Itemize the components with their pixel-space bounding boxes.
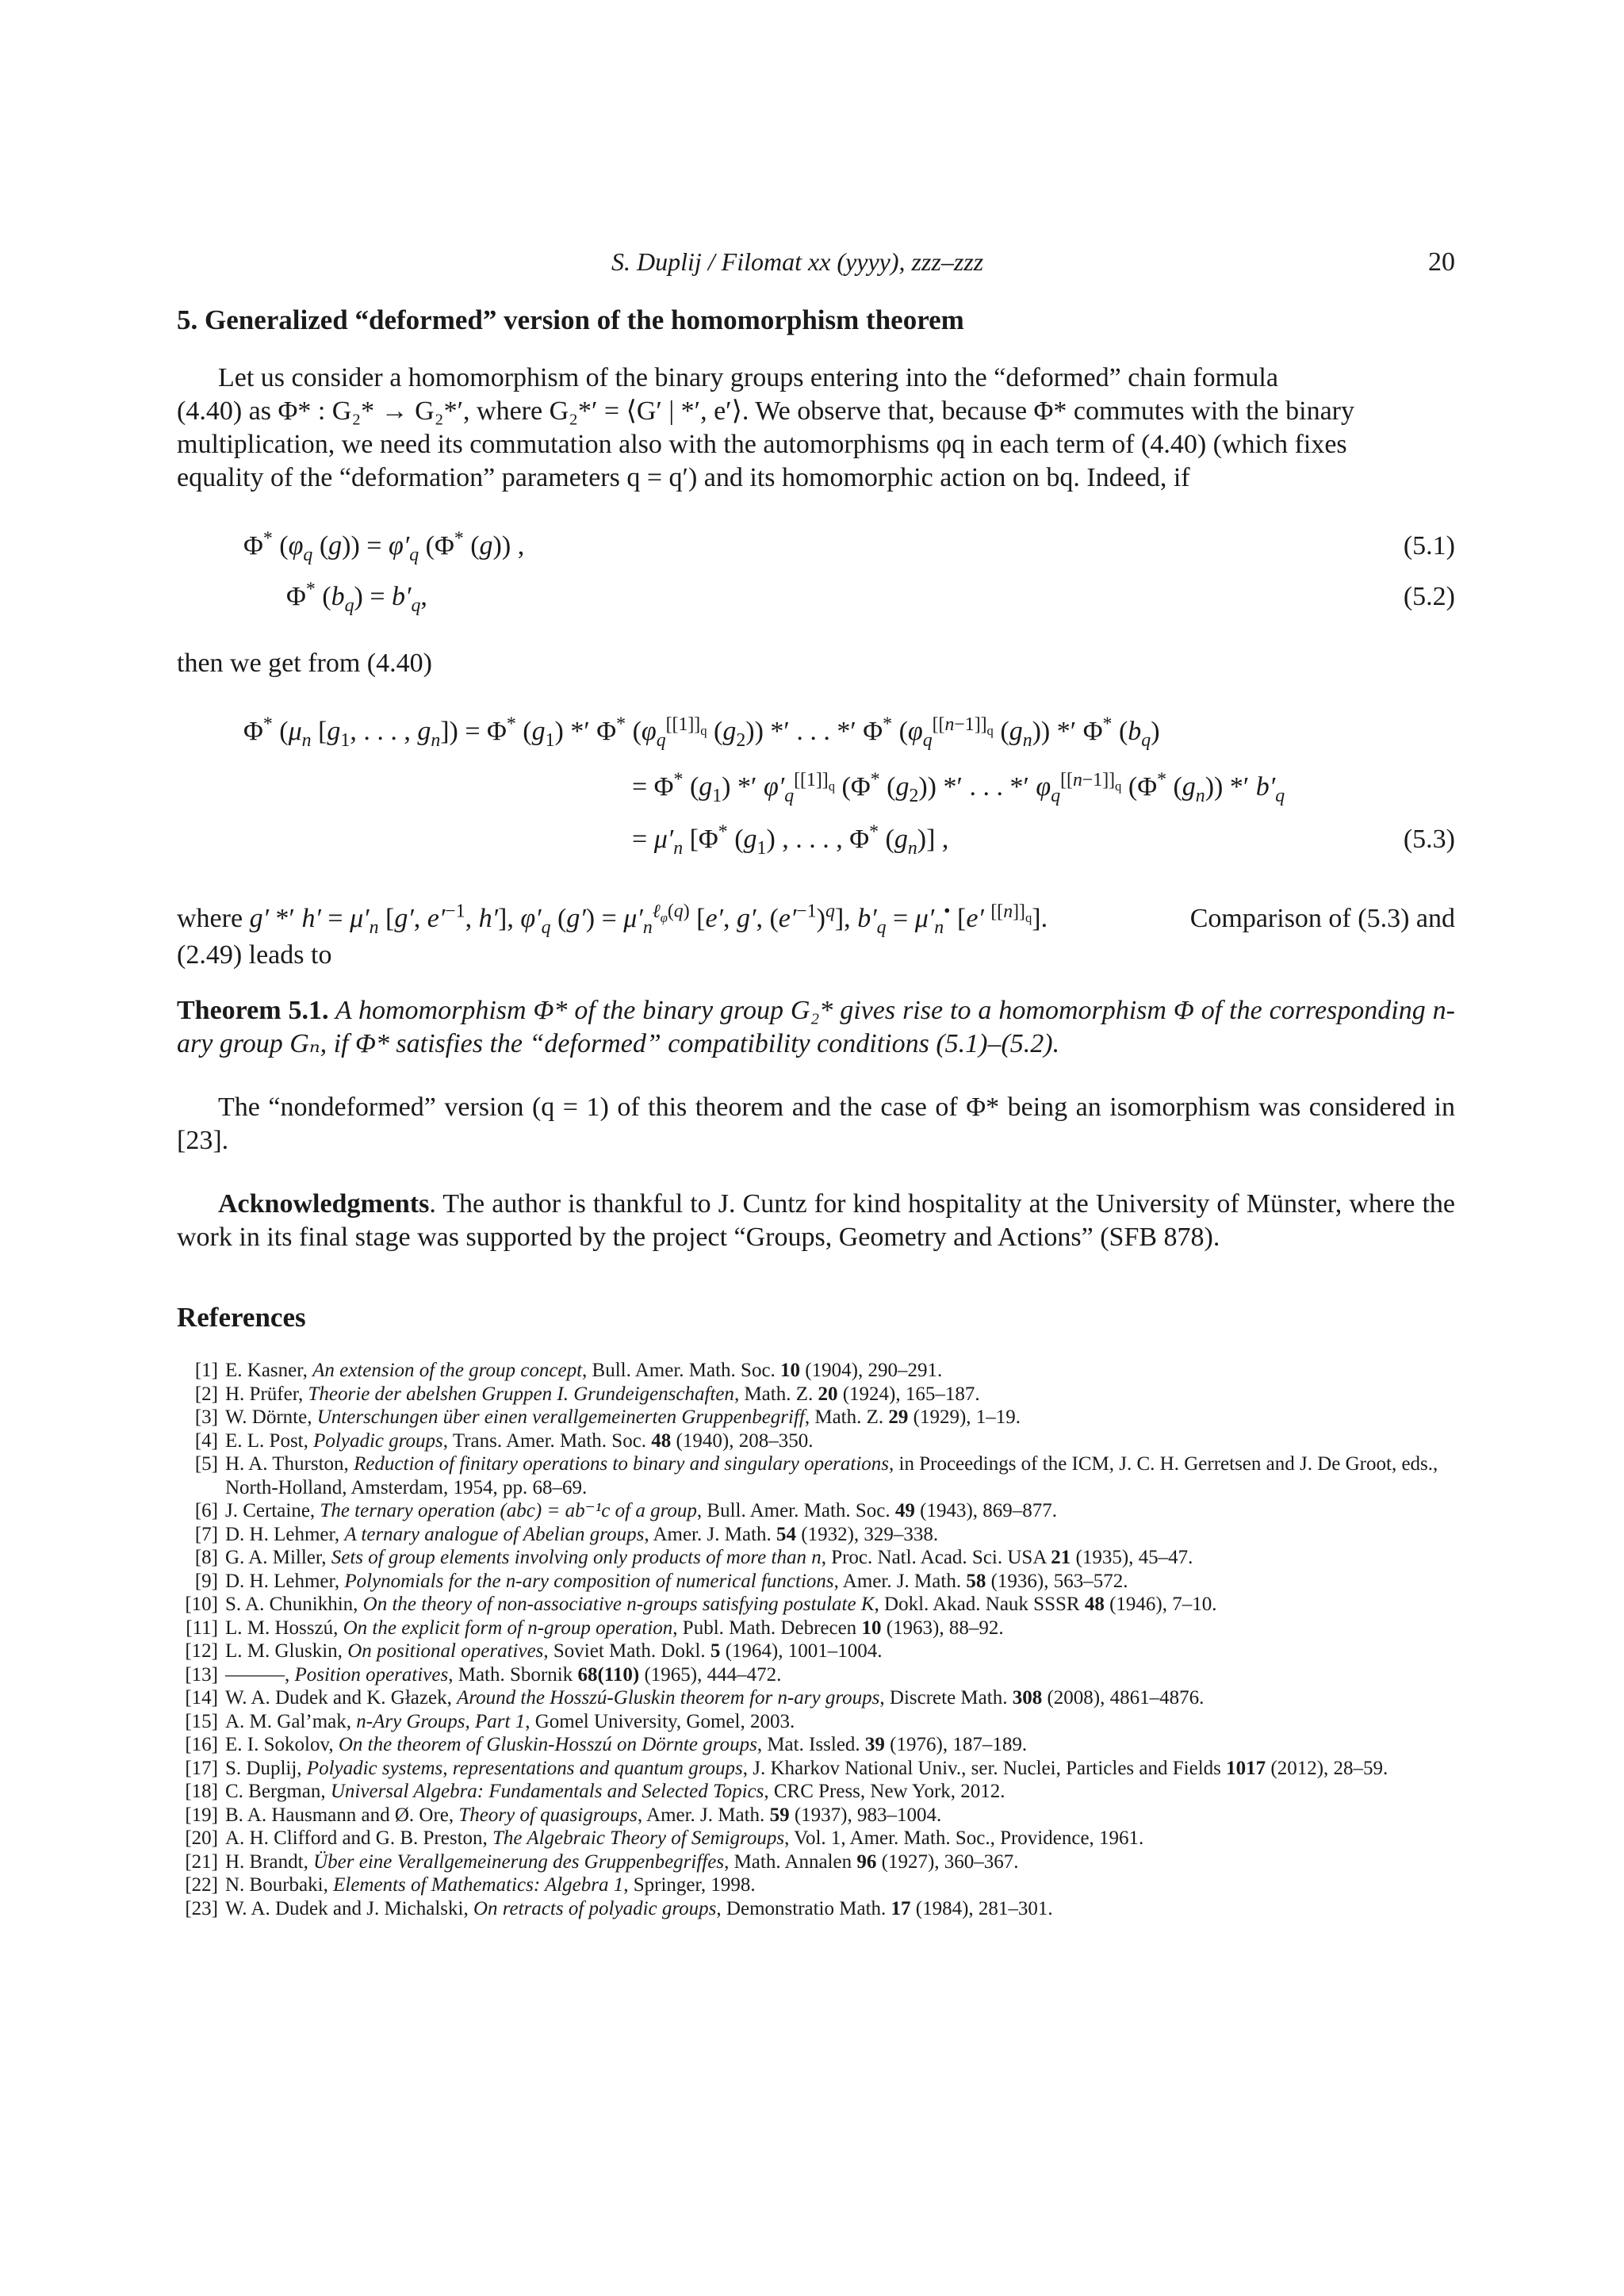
reference-volume: 20: [818, 1383, 838, 1405]
reference-venue: , J. Kharkov National Univ., ser. Nuclei, Particles and Fields: [742, 1757, 1227, 1779]
acknowledgments-label: Acknowledgments: [218, 1189, 430, 1219]
reference-number: [14]: [185, 1687, 218, 1709]
reference-title: Unterschungen über einen verallgemeinerten Gruppenbegriff: [316, 1406, 805, 1428]
reference-venue: , Dokl. Akad. Nauk SSSR: [874, 1594, 1085, 1615]
reference-title: Polynomials for the n-ary composition of numerical functions: [344, 1570, 834, 1592]
reference-volume: 10: [780, 1360, 801, 1381]
equation-5-3-line-2: = Φ* $(g_1)$ *′ $\varphi'_q^{[[1]]_q}$ (Φ* $(g_2)$) *′ . . . *′ $\varphi_q^{[[n-1]]_q}$ (Φ* $(g_n)$) *′ $b'_q$: [632, 769, 1285, 806]
equation-5-2: [177, 579, 1455, 622]
reference-item: [177, 1733, 1455, 1757]
reference-title: A ternary analogue of Abelian groups: [344, 1523, 645, 1545]
reference-venue: , Math. Sbornik: [448, 1663, 578, 1686]
reference-authors: W. A. Dudek and K. Głazek,: [225, 1687, 458, 1709]
reference-pages: (1936), 563–572.: [986, 1570, 1128, 1592]
reference-authors: N. Bourbaki,: [225, 1874, 334, 1896]
reference-pages: (1963), 88–92.: [881, 1617, 1004, 1639]
reference-venue: , Amer. J. Math.: [637, 1804, 770, 1826]
reference-pages: (1946), 7–10.: [1104, 1594, 1217, 1615]
reference-volume: 10: [861, 1617, 882, 1639]
reference-pages: (1937), 983–1004.: [789, 1804, 942, 1826]
reference-authors: L. M. Hosszú,: [225, 1617, 343, 1639]
reference-number: [9]: [194, 1570, 218, 1592]
reference-item: [177, 1570, 1455, 1594]
reference-title: Polyadic systems, representations and quantum groups: [306, 1757, 743, 1779]
theorem-body: A homomorphism Φ* of the binary group G₂* gives rise to a homomorphism Φ of the corresponding n-ary group Gₙ, if Φ* satisfies the “deformed” compatibility conditions (5.1)–(5.2).: [177, 996, 1456, 1058]
running-title: S. Duplij / Filomat xx (yyyy), zzz–zzz: [611, 247, 984, 276]
reference-volume: 39: [864, 1734, 885, 1755]
equation-number: (5.1): [1403, 531, 1455, 561]
reference-item: [177, 1663, 1455, 1687]
reference-authors: J. Certaine,: [225, 1500, 320, 1521]
reference-title: On retracts of polyadic groups: [473, 1897, 717, 1919]
reference-authors: E. L. Post,: [225, 1429, 314, 1452]
reference-item: [177, 1804, 1455, 1827]
then-text: then we get from (4.40): [177, 649, 432, 678]
reference-item: [177, 1359, 1455, 1383]
reference-title: Theory of quasigroups: [458, 1804, 638, 1826]
reference-volume: 48: [651, 1429, 672, 1452]
intro-line-1: Let us consider a homomorphism of the binary groups entering into the “deformed” chain formula: [218, 363, 1278, 392]
reference-authors: G. A. Miller,: [225, 1547, 331, 1568]
reference-title: On the explicit form of n-group operation: [343, 1617, 673, 1639]
reference-item: [177, 1827, 1455, 1850]
reference-number: [10]: [185, 1594, 218, 1615]
reference-number: [20]: [185, 1827, 218, 1849]
reference-venue: , Discrete Math.: [879, 1687, 1013, 1709]
reference-item: [177, 1873, 1455, 1897]
reference-venue: , Math. Z.: [733, 1383, 818, 1405]
reference-number: [16]: [185, 1734, 218, 1755]
reference-title: On the theory of non-associative n-groups satisfying postulate K: [362, 1594, 875, 1615]
reference-number: [22]: [185, 1874, 218, 1896]
section-title: 5. Generalized “deformed” version of the homomorphism theorem: [177, 304, 964, 335]
reference-item: [177, 1710, 1455, 1734]
reference-item: [177, 1897, 1455, 1921]
reference-item: [177, 1546, 1455, 1570]
reference-authors: E. Kasner,: [225, 1360, 313, 1381]
reference-item: [177, 1617, 1455, 1640]
acknowledgments-text: . The author is thankful to J. Cuntz for kind hospitality at the University of Münster, where the work in its final stage was supported by the project “Groups, Geometry and Actions” (SFB 878).: [177, 1189, 1455, 1252]
reference-number: [17]: [185, 1757, 218, 1779]
reference-title: An extension of the group concept: [312, 1360, 583, 1381]
reference-pages: (1943), 869–877.: [914, 1500, 1058, 1521]
reference-volume: 21: [1051, 1547, 1071, 1568]
reference-authors: L. M. Gluskin,: [225, 1640, 348, 1662]
reference-number: [11]: [186, 1617, 218, 1639]
theorem-label: Theorem 5.1.: [177, 996, 329, 1025]
where-line: where g′ *′ $h' = \mu'_n$ [g′, $e'^{-1}$, h′], $\varphi'_q$ $(g') = \mu'_n^{\ell_\varphi(q)}$ [e′, g′, $(e'^{-1})^q$], $b'_q = \mu'_n^•$ [e′ $^{[[n]]_q}$]. Comparison of (5.3) and: [177, 901, 1455, 938]
reference-pages: (1976), 187–189.: [884, 1734, 1028, 1755]
reference-pages: (2012), 28–59.: [1266, 1757, 1388, 1779]
reference-volume: 49: [894, 1500, 915, 1521]
reference-title: The ternary operation (abc) = ab⁻¹c of a group: [320, 1500, 697, 1521]
reference-title: Elements of Mathematics: Algebra 1: [333, 1874, 624, 1896]
reference-number: [19]: [185, 1804, 218, 1826]
reference-volume: 308: [1012, 1687, 1043, 1709]
where-leads-to: (2.49) leads to: [177, 940, 332, 970]
reference-volume: 5: [710, 1640, 721, 1662]
reference-pages: (1929), 1–19.: [908, 1406, 1021, 1428]
reference-volume: 68(110): [577, 1663, 640, 1686]
reference-item: [177, 1406, 1455, 1429]
equation-5-1-body: Φ* ($\varphi_q$ $(g)) = \varphi'_q$ (Φ* (g)) ,: [243, 528, 525, 565]
reference-venue: , Trans. Amer. Math. Soc.: [442, 1429, 652, 1452]
intro-line-2: (4.40) as Φ* : G₂* → G₂*′, where G₂*′ = ⟨G′ | *′, e′⟩. We observe that, because Φ* commutes with the binary: [177, 396, 1354, 426]
reference-item: [177, 1499, 1455, 1523]
reference-authors: ———,: [225, 1663, 295, 1686]
where-comparison: Comparison of (5.3) and: [1189, 904, 1455, 933]
reference-authors: W. A. Dudek and J. Michalski,: [225, 1897, 473, 1919]
equation-5-3-line-3: = $\mu'_n$ [Φ* $(g_1)$ , . . . , Φ* $(g_n)$] , (5.3): [632, 821, 1455, 859]
reference-volume: 1017: [1226, 1757, 1266, 1779]
reference-venue: , Gomel University, Gomel, 2003.: [525, 1710, 795, 1732]
reference-volume: 58: [966, 1570, 986, 1592]
reference-venue: , in Proceedings of the ICM, J. C. H. Gerretsen and J. De Groot, eds., North-Holland, Amsterdam, 1954, pp. 68–69.: [225, 1453, 1438, 1498]
reference-pages: (1924), 165–187.: [837, 1383, 980, 1405]
reference-volume: 29: [888, 1406, 909, 1428]
reference-authors: A. H. Clifford and G. B. Preston,: [225, 1827, 493, 1849]
reference-volume: 59: [769, 1804, 790, 1826]
reference-item: [177, 1686, 1455, 1710]
reference-number: [4]: [194, 1429, 218, 1452]
reference-number: [3]: [194, 1406, 218, 1428]
reference-title: Universal Algebra: Fundamentals and Selected Topics: [330, 1781, 764, 1802]
references-list: [177, 1359, 1455, 1920]
reference-item: [177, 1523, 1455, 1547]
reference-title: Around the Hosszú-Gluskin theorem for n-ary groups: [457, 1687, 880, 1709]
reference-title: Sets of group elements involving only products of more than n: [331, 1547, 822, 1568]
reference-authors: E. I. Sokolov,: [225, 1734, 339, 1755]
reference-volume: 17: [891, 1897, 911, 1919]
reference-number: [1]: [194, 1360, 218, 1381]
reference-item: [177, 1452, 1455, 1499]
reference-authors: D. H. Lehmer,: [225, 1570, 345, 1592]
reference-item: [177, 1780, 1455, 1804]
reference-number: [21]: [185, 1850, 218, 1873]
reference-item: [177, 1383, 1455, 1406]
reference-pages: (2008), 4861–4876.: [1042, 1687, 1205, 1709]
equation-number: (5.3): [1403, 825, 1455, 854]
equation-5-3-line-1: Φ* ($\mu_n$ [$g_1$, . . . , $g_n]) = \Phi^*$ $(g_1)$ *′ Φ* ($\varphi_q^{[[1]]_q}$ $(g_2)$) *′ . . . *′ Φ* ($\varphi_q^{[[n-1]]_q}$ $(g_n)$) *′ Φ* $(b_q)$: [243, 714, 1160, 751]
reference-number: [2]: [194, 1383, 218, 1405]
reference-pages: (1927), 360–367.: [876, 1850, 1019, 1873]
reference-venue: , Springer, 1998.: [623, 1874, 756, 1896]
reference-authors: S. A. Chunikhin,: [225, 1594, 363, 1615]
reference-venue: , Vol. 1, Amer. Math. Soc., Providence, 1961.: [784, 1827, 1144, 1849]
equation-5-2-body: Φ* $(b_q) = b'_q$,: [286, 579, 427, 616]
reference-title: Theorie der abelshen Gruppen I. Grundeigenschaften: [308, 1383, 734, 1405]
reference-number: [12]: [185, 1640, 218, 1662]
intro-line-3: multiplication, we need its commutation also with the automorphisms φq in each term of (4.40) (which fixes: [177, 430, 1347, 459]
reference-venue: , Amer. J. Math.: [833, 1570, 967, 1592]
reference-number: [18]: [185, 1781, 218, 1802]
reference-authors: H. A. Thurston,: [225, 1453, 354, 1475]
reference-item: [177, 1757, 1455, 1781]
reference-title: Polyadic groups: [313, 1429, 443, 1452]
reference-title: Reduction of finitary operations to binary and singulary operations: [354, 1453, 890, 1475]
reference-pages: (1932), 329–338.: [796, 1523, 939, 1545]
reference-authors: C. Bergman,: [225, 1781, 331, 1802]
reference-volume: 54: [776, 1523, 797, 1545]
reference-title: On positional operatives: [347, 1640, 544, 1662]
reference-number: [6]: [194, 1500, 218, 1521]
reference-venue: , CRC Press, New York, 2012.: [764, 1781, 1005, 1802]
reference-venue: , Publ. Math. Debrecen: [672, 1617, 862, 1639]
reference-authors: D. H. Lehmer,: [225, 1523, 345, 1545]
reference-pages: (1935), 45–47.: [1071, 1547, 1193, 1568]
reference-number: [23]: [185, 1897, 218, 1919]
reference-authors: H. Brandt,: [225, 1850, 314, 1873]
reference-venue: , Amer. J. Math.: [644, 1523, 777, 1545]
references-title: References: [177, 1302, 306, 1333]
reference-number: [5]: [194, 1453, 218, 1475]
reference-pages: (1984), 281–301.: [910, 1897, 1053, 1919]
reference-item: [177, 1429, 1455, 1453]
reference-venue: , Bull. Amer. Math. Soc.: [696, 1500, 895, 1521]
reference-item: [177, 1850, 1455, 1874]
reference-item: [177, 1640, 1455, 1663]
reference-title: On the theorem of Gluskin-Hosszú on Dörnte groups: [338, 1734, 757, 1755]
reference-volume: 96: [856, 1850, 877, 1873]
reference-authors: H. Prüfer,: [225, 1383, 308, 1405]
reference-number: [13]: [185, 1663, 218, 1686]
reference-authors: W. Dörnte,: [225, 1406, 317, 1428]
reference-authors: S. Duplij,: [225, 1757, 307, 1779]
reference-volume: 48: [1084, 1594, 1105, 1615]
reference-title: n-Ary Groups, Part 1: [356, 1710, 526, 1732]
reference-item: [177, 1593, 1455, 1617]
reference-venue: , Demonstratio Math.: [716, 1897, 891, 1919]
theorem-5-1: [177, 994, 1455, 1061]
reference-title: The Algebraic Theory of Semigroups: [492, 1827, 785, 1849]
intro-line-4: equality of the “deformation” parameters q = q′) and its homomorphic action on bq. Indeed, if: [177, 463, 1190, 492]
reference-title: Position operatives: [294, 1663, 449, 1686]
reference-number: [7]: [194, 1523, 218, 1545]
reference-pages: (1965), 444–472.: [639, 1663, 782, 1686]
reference-pages: (1904), 290–291.: [800, 1360, 943, 1381]
reference-pages: (1964), 1001–1004.: [720, 1640, 883, 1662]
reference-venue: , Math. Annalen: [724, 1850, 857, 1873]
reference-pages: (1940), 208–350.: [671, 1429, 814, 1452]
reference-number: [8]: [194, 1547, 218, 1568]
reference-authors: A. M. Gal’mak,: [225, 1710, 357, 1732]
reference-authors: B. A. Hausmann and Ø. Ore,: [225, 1804, 459, 1826]
page-number: 20: [1428, 247, 1455, 277]
reference-venue: , Math. Z.: [804, 1406, 889, 1428]
reference-venue: , Bull. Amer. Math. Soc.: [582, 1360, 781, 1381]
reference-title: Über eine Verallgemeinerung des Gruppenbegriffes: [313, 1850, 725, 1873]
reference-venue: , Mat. Issled.: [756, 1734, 865, 1755]
reference-venue: , Soviet Math. Dokl.: [543, 1640, 710, 1662]
acknowledgments-paragraph: [177, 1188, 1455, 1254]
equation-5-1: [177, 528, 1455, 571]
reference-number: [15]: [185, 1710, 218, 1732]
reference-venue: , Proc. Natl. Acad. Sci. USA: [821, 1547, 1051, 1568]
equation-number: (5.2): [1403, 582, 1455, 611]
nondeformed-paragraph: The “nondeformed” version (q = 1) of this theorem and the case of Φ* being an isomorphism was considered in [23].: [177, 1093, 1455, 1155]
